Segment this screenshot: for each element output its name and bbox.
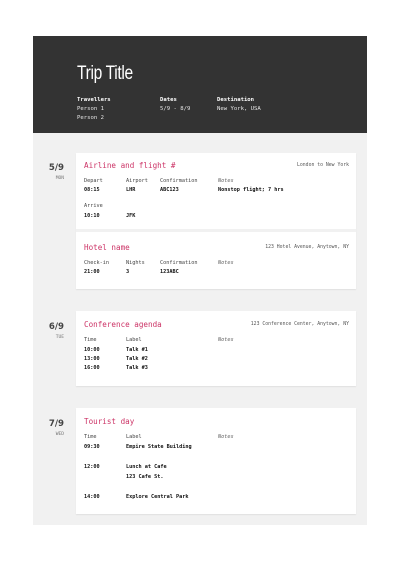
traveller-name: Person 2 <box>77 115 104 121</box>
trip-header <box>33 36 367 133</box>
day-date-number: 7/9 <box>48 419 64 429</box>
flight-confirmation: ABC123 <box>160 187 179 193</box>
dates-block <box>160 96 190 114</box>
day-weekday: MON <box>55 176 64 181</box>
depart-airport: LHR <box>126 187 136 193</box>
depart-time: 08:15 <box>84 187 100 193</box>
dates-label: Dates <box>160 97 177 103</box>
activity-label: Explore Central Park <box>126 494 189 500</box>
destination-value: New York, USA <box>217 106 261 112</box>
hotel-title: Hotel name <box>84 243 130 252</box>
airport-label: Airport <box>126 178 148 184</box>
agenda-label: Talk #2 <box>126 356 148 362</box>
hotel-address: 123 Hotel Avenue, Anytown, NY <box>265 245 349 250</box>
label-label: Label <box>126 434 142 440</box>
day-weekday: TUE <box>55 335 64 340</box>
day-date-number: 5/9 <box>48 163 64 173</box>
activity-address: 123 Cafe St. <box>126 474 164 480</box>
day-date-number: 6/9 <box>48 322 64 332</box>
agenda-label: Talk #3 <box>126 365 148 371</box>
dates-value: 5/9 - 8/9 <box>160 106 191 112</box>
destination-label: Destination <box>217 97 255 103</box>
flight-title: Airline and flight # <box>84 161 176 170</box>
agenda-time: 10:00 <box>84 347 100 353</box>
checkin-time: 21:00 <box>84 269 100 275</box>
day-date <box>33 163 64 181</box>
flight-note: Nonstop flight; 7 hrs <box>218 187 284 193</box>
agenda-label: Talk #1 <box>126 347 148 353</box>
itinerary-sheet <box>33 36 367 525</box>
day-card <box>76 311 356 386</box>
depart-label: Depart <box>84 178 103 184</box>
activity-label: Empire State Building <box>126 444 192 450</box>
confirmation-label: Confirmation <box>160 178 198 184</box>
trip-title: Trip Title <box>77 63 133 84</box>
notes-label: Notes <box>218 178 234 184</box>
activity-time: 09:30 <box>84 444 100 450</box>
time-label: Time <box>84 337 97 343</box>
section-divider <box>76 229 356 232</box>
day-weekday: WED <box>55 432 64 437</box>
notes-label: Notes <box>218 337 234 343</box>
event-address: 123 Conference Center, Anytown, NY <box>250 322 349 327</box>
destination-block <box>217 96 261 114</box>
notes-label: Notes <box>218 434 234 440</box>
day-card <box>76 153 356 289</box>
nights-count: 3 <box>126 269 130 275</box>
arrive-label: Arrive <box>84 203 103 209</box>
event-title: Tourist day <box>84 417 135 426</box>
activity-time: 14:00 <box>84 494 100 500</box>
hotel-confirmation: 123ABC <box>160 269 179 275</box>
arrive-airport: JFK <box>126 213 136 219</box>
event-title: Conference agenda <box>84 320 162 329</box>
agenda-time: 16:00 <box>84 365 100 371</box>
confirmation-label: Confirmation <box>160 260 198 266</box>
day-card <box>76 408 356 514</box>
agenda-time: 13:00 <box>84 356 100 362</box>
arrive-time: 10:10 <box>84 213 100 219</box>
checkin-label: Check-in <box>84 260 109 266</box>
nights-label: Nights <box>126 260 145 266</box>
label-label: Label <box>126 337 142 343</box>
travellers-label: Travellers <box>77 97 111 103</box>
time-label: Time <box>84 434 97 440</box>
activity-label: Lunch at Cafe <box>126 464 167 470</box>
activity-time: 12:00 <box>84 464 100 470</box>
travellers-block <box>77 96 111 123</box>
day-date <box>33 322 64 340</box>
traveller-name: Person 1 <box>77 106 104 112</box>
day-date <box>33 419 64 437</box>
notes-label: Notes <box>218 260 234 266</box>
flight-route: London to New York <box>297 163 349 168</box>
